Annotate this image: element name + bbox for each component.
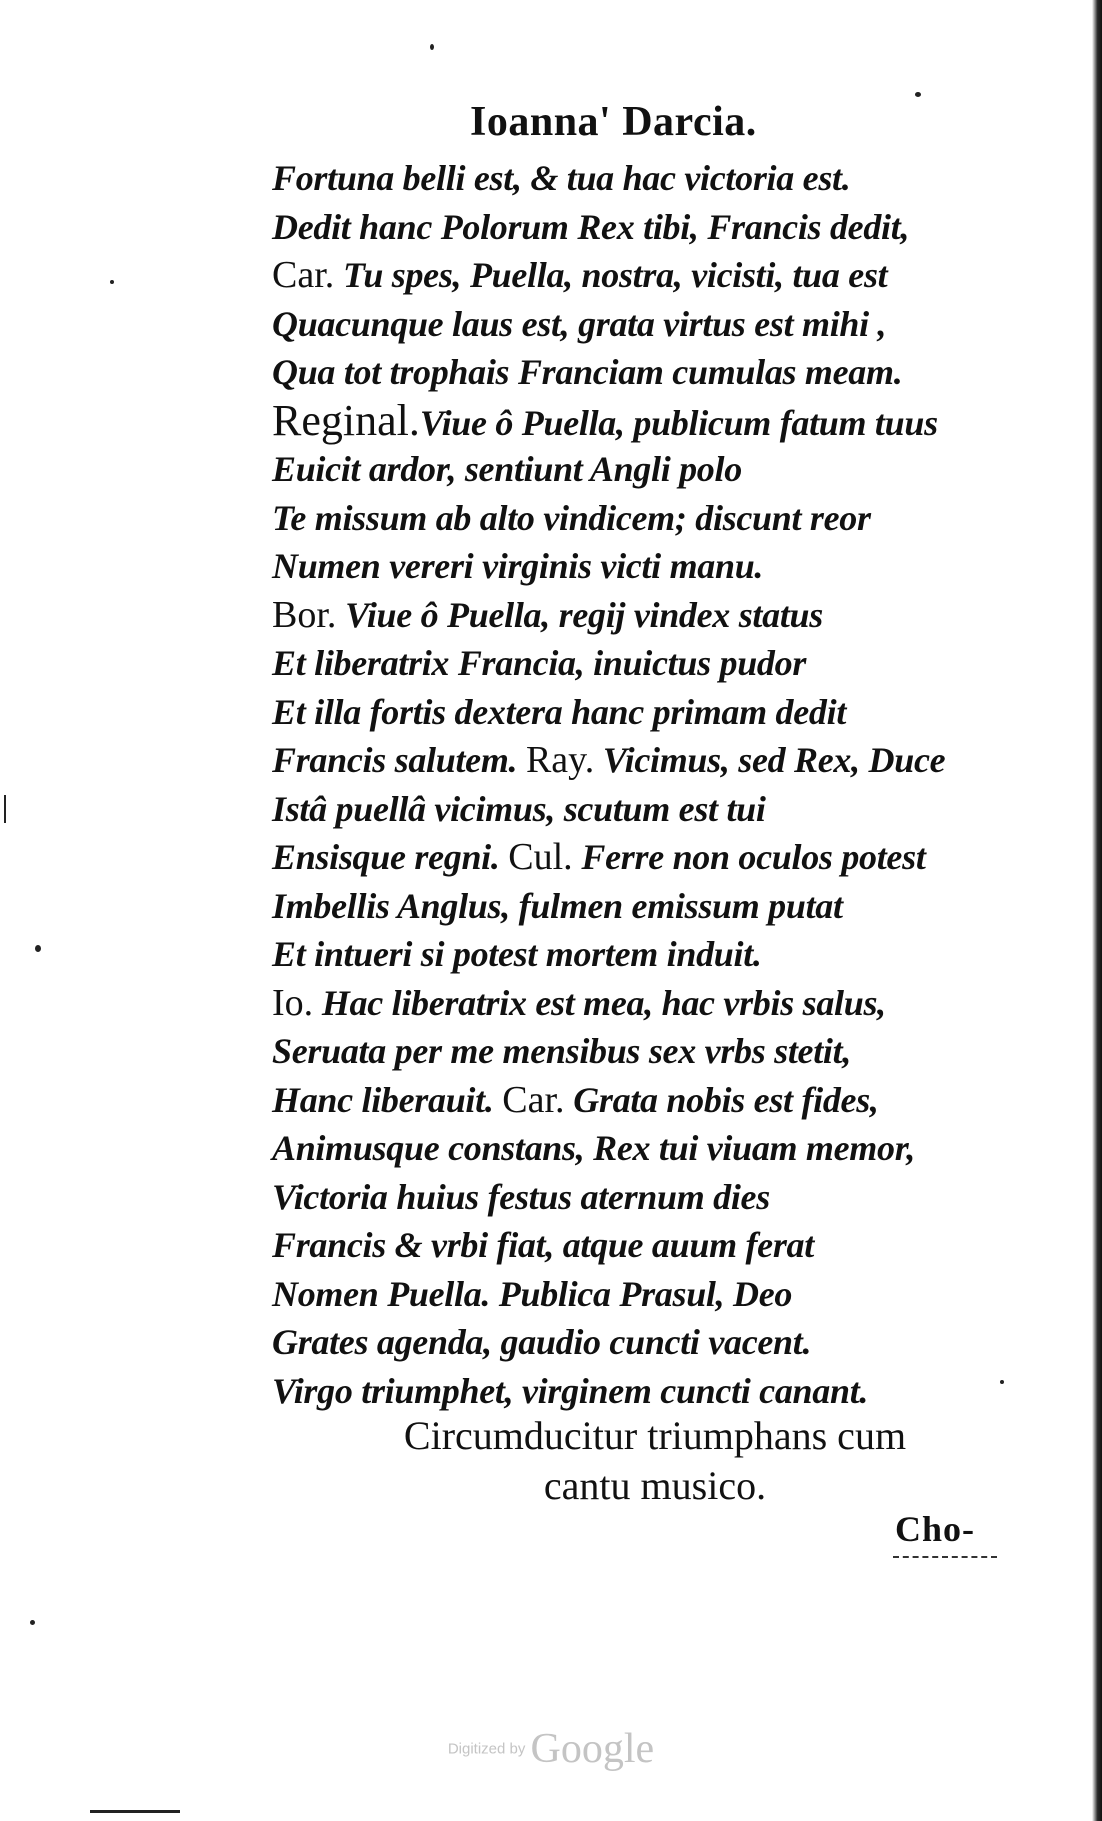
verse-line — [272, 154, 1012, 203]
verse-text: Ferre non oculos potest — [572, 837, 926, 877]
speaker-label: Car. — [272, 254, 335, 296]
verse-text: Victoria huius festus aternum dies — [272, 1176, 770, 1217]
scan-speck — [4, 795, 6, 823]
verse-text: Grata nobis est fides, — [564, 1079, 879, 1120]
verse-line — [272, 1318, 1012, 1367]
scan-speck — [30, 1620, 35, 1625]
verse-text: Numen vereri virginis victi manu. — [272, 546, 764, 586]
verse-line — [272, 1027, 1012, 1076]
verse-text: Tu spes, Puella, nostra, vicisti, tua est — [334, 255, 888, 295]
verse-text: Francis & vrbi fiat, atque auum ferat — [272, 1225, 814, 1265]
verse-line — [272, 1270, 1012, 1319]
verse-line — [272, 736, 1012, 785]
catchword-underline — [893, 1556, 997, 1558]
verse-line — [272, 882, 1012, 931]
verse-text: Istâ puellâ vicimus, scutum est tui — [272, 788, 766, 829]
verse-text: Qua tot trophais Franciam cumulas meam. — [272, 352, 903, 392]
verse-line — [272, 348, 1012, 397]
verse-text: Dedit hanc Polorum Rex tibi, Francis dedit, — [272, 206, 910, 247]
verse-text: Et liberatrix Francia, inuictus pudor — [272, 643, 807, 683]
verse-text: Grates agenda, gaudio cuncti vacent. — [272, 1322, 812, 1362]
verse-line — [272, 251, 1012, 300]
verse-text: Et intueri si potest mortem induit. — [272, 934, 762, 974]
scan-speck — [915, 92, 921, 97]
speaker-label: Io. — [272, 981, 314, 1024]
verse-line — [272, 1173, 1012, 1222]
verse-text: Ensisque regni. — [272, 837, 509, 877]
speaker-label: Bor. — [272, 593, 337, 636]
verse-text: Viue ô Puella, publicum fatum tuus — [419, 402, 938, 443]
verse-line — [272, 930, 1012, 979]
verse-line — [272, 203, 1012, 252]
digitization-watermark — [0, 1725, 1102, 1773]
speaker-label: Cul. — [508, 836, 573, 878]
verse-text: Animusque constans, Rex tui viuam memor, — [272, 1128, 916, 1168]
verse-line — [272, 1124, 1012, 1173]
verse-line — [272, 688, 1012, 737]
scan-speck — [35, 945, 41, 952]
watermark-small-text: Digitized by — [447, 1740, 526, 1758]
verse-line — [272, 397, 1012, 446]
verse-text: Euicit ardor, sentiunt Angli polo — [272, 449, 742, 489]
verse-text: Viue ô Puella, regij vindex status — [336, 594, 823, 635]
verse-text: Hanc liberauit. — [272, 1079, 503, 1120]
speaker-label: Ray. — [525, 739, 595, 781]
speaker-label: Car. — [502, 1078, 565, 1121]
verse-text: Et illa fortis dextera hanc primam dedit — [272, 691, 847, 732]
speaker-label: Reginal. — [272, 395, 420, 445]
verse-text: Vicimus, sed Rex, Duce — [594, 740, 946, 780]
verse-line — [272, 1367, 1012, 1416]
verse-text: Hac liberatrix est mea, hac vrbis salus, — [313, 982, 886, 1023]
stage-direction-line: cantu musico. — [543, 1463, 767, 1508]
verse-block — [272, 154, 1012, 1415]
scan-speck — [430, 44, 434, 50]
verse-line — [272, 1221, 1012, 1270]
verse-text: Imbellis Anglus, fulmen emissum putat — [272, 885, 843, 926]
verse-text: Seruata per me mensibus sex vrbs stetit, — [272, 1031, 852, 1071]
watermark-logo-text: Google — [530, 1726, 655, 1772]
verse-line — [272, 542, 1012, 591]
verse-line — [272, 639, 1012, 688]
verse-line — [272, 300, 1012, 349]
verse-text: Virgo triumphet, virginem cuncti canant. — [272, 1370, 869, 1411]
verse-text: Nomen Puella. Publica Prasul, Deo — [272, 1273, 793, 1314]
verse-text: Quacunque laus est, grata virtus est mihi , — [272, 303, 887, 344]
verse-line — [272, 785, 1012, 834]
verse-text: Fortuna belli est, & tua hac victoria est. — [272, 158, 851, 198]
verse-line — [272, 833, 1012, 882]
scan-speck — [110, 280, 114, 284]
stage-direction-line: Circumducitur triumphans cum — [403, 1413, 907, 1458]
verse-line — [272, 979, 1012, 1028]
verse-line — [272, 1076, 1012, 1125]
verse-text: Francis salutem. — [272, 740, 526, 780]
verse-text: Te missum ab alto vindicem; discunt reor — [272, 497, 871, 538]
verse-line — [272, 591, 1012, 640]
verse-line — [272, 494, 1012, 543]
catchword: Cho- — [895, 1509, 976, 1549]
page-edge-shadow — [1092, 0, 1102, 1821]
bottom-edge-mark — [90, 1810, 180, 1813]
verse-line — [272, 445, 1012, 494]
running-head: Ioanna' Darcia. — [470, 99, 757, 145]
